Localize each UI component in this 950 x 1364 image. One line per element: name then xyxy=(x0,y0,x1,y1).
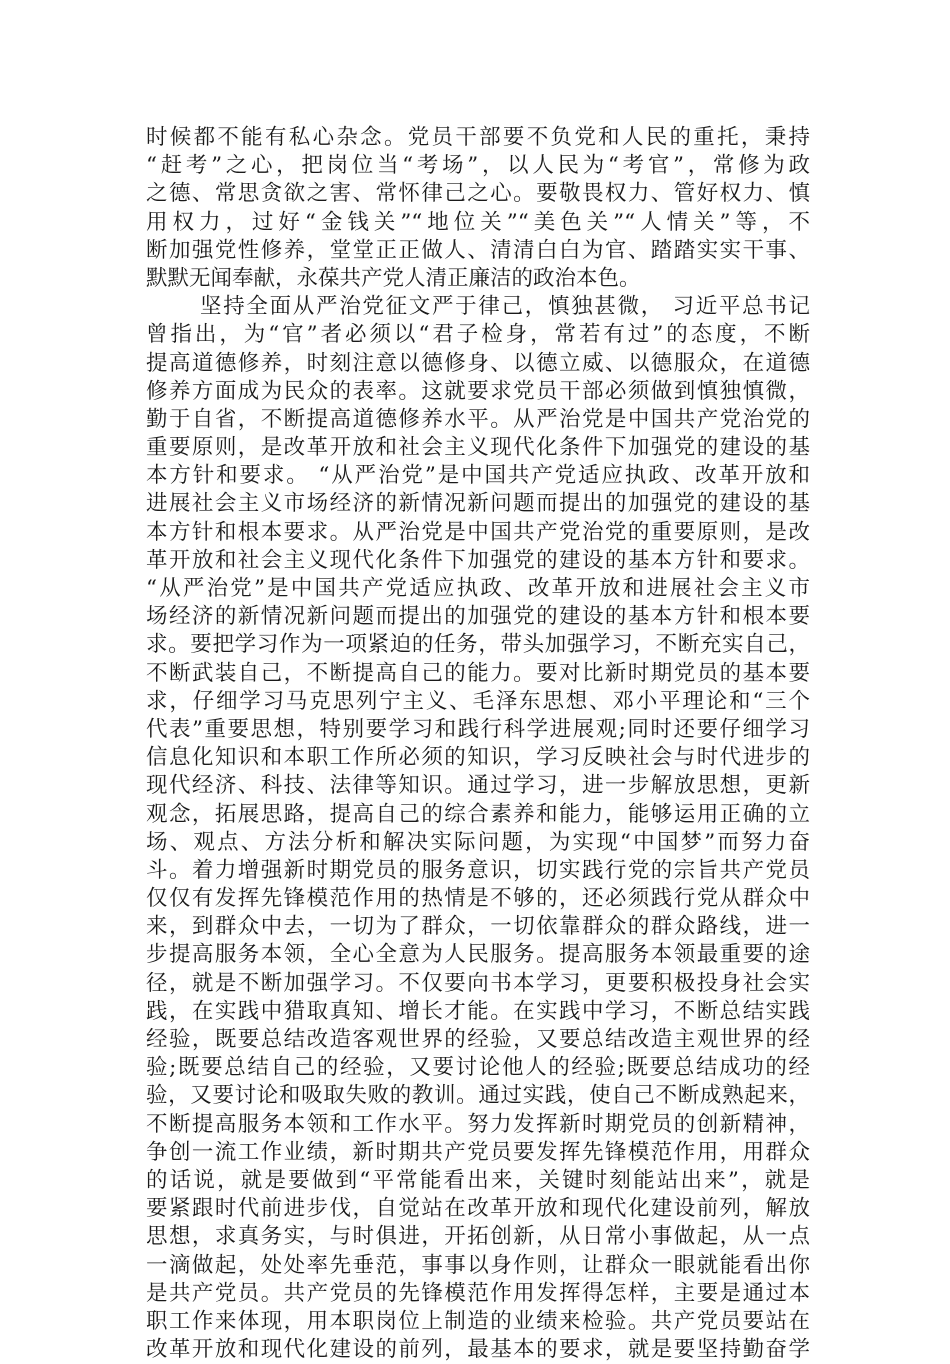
text-line: 是共产党员。共产党员的先锋模范作用发挥得怎样，主要是通过本 xyxy=(146,1280,810,1306)
text-line: 不断提高服务本领和工作水平。努力发挥新时期党员的创新精神， xyxy=(146,1111,810,1137)
text-line: “赶考”之心，把岗位当“考场”，以人民为“考官”，常修为政 xyxy=(146,153,810,179)
text-line: 场、观点、方法分析和解决实际问题，为实现“中国梦”而努力奋 xyxy=(146,829,810,855)
text-line: 职工作来体现，用本职岗位上制造的业绩来检验。共产党员要站在 xyxy=(146,1308,810,1334)
text-line: 的话说，就是要做到“平常能看出来，关键时刻能站出来”，就是 xyxy=(146,1167,810,1193)
text-line: 不断武装自己，不断提高自己的能力。要对比新时期党员的基本要 xyxy=(146,660,810,686)
text-line: 现代经济、科技、法律等知识。通过学习，进一步解放思想，更新 xyxy=(146,773,810,799)
text-line: 斗。着力增强新时期党员的服务意识，切实践行党的宗旨共产党员 xyxy=(146,857,810,883)
text-line: 经验，既要总结改造客观世界的经验，又要总结改造主观世界的经 xyxy=(146,1027,810,1052)
text-line: “从严治党”是中国共产党适应执政、改革开放和进展社会主义市 xyxy=(146,576,810,601)
text-line: 改革开放和现代化建设的前列，最基本的要求，就是要坚持勤奋学 xyxy=(146,1337,810,1363)
text-line: 本方针和要求。 “从严治党”是中国共产党适应执政、改革开放和 xyxy=(146,463,810,489)
text-line: 本方针和根本要求。从严治党是中国共产党治党的重要原则，是改 xyxy=(146,519,810,545)
document-body xyxy=(146,124,810,1364)
text-line: 来，到群众中去，一切为了群众，一切依靠群众的群众路线，进一 xyxy=(146,914,810,940)
text-line: 思想，求真务实，与时俱进，开拓创新，从日常小事做起，从一点 xyxy=(146,1224,810,1250)
text-line: 修养方面成为民众的表率。这就要求党员干部必须做到慎独慎微， xyxy=(146,378,810,404)
text-line: 求。要把学习作为一项紧迫的任务，带头加强学习，不断充实自己， xyxy=(146,632,810,658)
text-line: 曾指出，为“官”者必须以“君子检身，常若有过”的态度，不断 xyxy=(146,322,810,348)
text-line: 革开放和社会主义现代化条件下加强党的建设的基本方针和要求。 xyxy=(146,547,810,573)
text-line: 提高道德修养，时刻注意以德修身、以德立威、以德服众，在道德 xyxy=(146,350,810,376)
text-line: 代表”重要思想，特别要学习和践行科学进展观;同时还要仔细学习 xyxy=(146,716,810,742)
text-line: 用权力，过好“金钱关”“地位关”“美色关”“人情关”等，不 xyxy=(146,209,810,235)
text-line: 步提高服务本领，全心全意为人民服务。提高服务本领最重要的途 xyxy=(146,942,810,968)
text-line: 之德、常思贪欲之害、常怀律己之心。要敬畏权力、管好权力、慎 xyxy=(146,181,810,207)
text-line: 断加强党性修养，堂堂正正做人、清清白白为官、踏踏实实干事、 xyxy=(146,237,810,263)
text-line: 践，在实践中猎取真知、增长才能。在实践中学习，不断总结实践 xyxy=(146,998,810,1024)
text-line: 验，又要讨论和吸取失败的教训。通过实践，使自己不断成熟起来， xyxy=(146,1083,810,1109)
text-line: 争创一流工作业绩，新时期共产党员要发挥先锋模范作用，用群众 xyxy=(146,1139,810,1165)
text-line: 进展社会主义市场经济的新情况新问题而提出的加强党的建设的基 xyxy=(146,491,810,517)
text-line: 信息化知识和本职工作所必须的知识，学习反映社会与时代进步的 xyxy=(146,745,810,771)
text-line: 坚持全面从严治党征文严于律己，慎独甚微， 习近平总书记 xyxy=(200,294,810,320)
text-line: 重要原则，是改革开放和社会主义现代化条件下加强党的建设的基 xyxy=(146,435,810,461)
text-line: 时候都不能有私心杂念。党员干部要不负党和人民的重托，秉持 xyxy=(146,125,810,150)
text-line: 勤于自省，不断提高道德修养水平。从严治党是中国共产党治党的 xyxy=(146,406,810,432)
text-line: 场经济的新情况新问题而提出的加强党的建设的基本方针和根本要 xyxy=(146,604,810,630)
text-line: 求，仔细学习马克思列宁主义、毛泽东思想、邓小平理论和“三个 xyxy=(146,688,810,714)
text-line: 一滴做起，处处率先垂范，事事以身作则，让群众一眼就能看出你 xyxy=(146,1252,810,1278)
text-line: 径，就是不断加强学习。不仅要向书本学习，更要积极投身社会实 xyxy=(146,970,810,996)
text-line: 要紧跟时代前进步伐，自觉站在改革开放和现代化建设前列，解放 xyxy=(146,1196,810,1222)
text-line: 仅仅有发挥先锋模范作用的热情是不够的，还必须践行党从群众中 xyxy=(146,886,810,912)
text-line: 观念，拓展思路，提高自己的综合素养和能力，能够运用正确的立 xyxy=(146,801,810,827)
text-line: 验;既要总结自己的经验，又要讨论他人的经验;既要总结成功的经 xyxy=(146,1055,810,1081)
text-line: 默默无闻奉献，永葆共产党人清正廉洁的政治本色。 xyxy=(146,265,641,291)
